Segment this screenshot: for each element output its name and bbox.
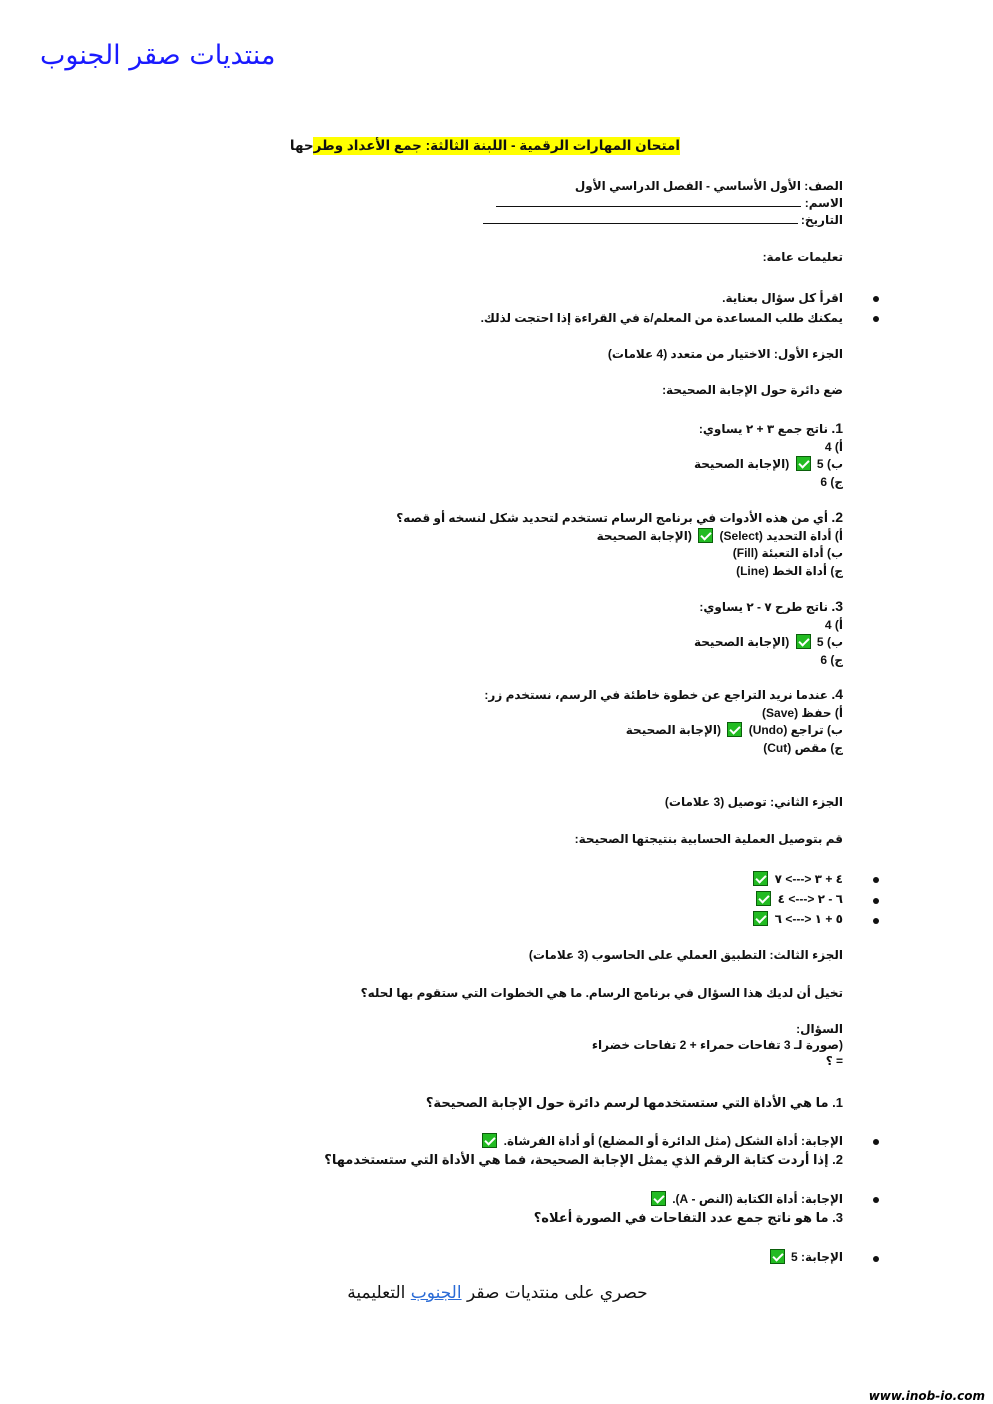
question-text: 3. ناتج طرح ٧ - ٢ يساوي: (699, 598, 843, 614)
option-b-correct: ب) 5 (الإجابة الصحيحة (694, 635, 843, 649)
check-icon (698, 528, 713, 543)
check-icon (796, 634, 811, 649)
question-text: 4. عندما نريد التراجع عن خطوة خاطئة في الرسم، نستخدم زر: (484, 686, 843, 702)
footer-link[interactable]: الجنوب (410, 1283, 462, 1303)
site-title: منتديات صقر الجنوب (40, 40, 276, 71)
check-icon (651, 1191, 666, 1206)
instruction-item: اقرأ كل سؤال بعناية. (722, 291, 843, 305)
date-label: التاريخ: (800, 213, 843, 227)
option-a: أ) 4 (824, 439, 843, 454)
check-icon (756, 891, 771, 906)
instruction-item: يمكنك طلب المساعدة من المعلم/ة في القراءة إذا احتجت لذلك. (480, 311, 843, 325)
question-1 (694, 420, 843, 491)
part1-title: الجزء الأول: الاختيار من متعدد (4 علامات) (607, 347, 843, 361)
practical-q1: 1. ما هي الأداة التي ستستخدمها لرسم دائرة حول الإجابة الصحيحة؟ (425, 1095, 843, 1110)
option-b-correct: ب) 5 (الإجابة الصحيحة (694, 457, 843, 471)
option-a: أ) 4 (824, 617, 843, 632)
footer-credit: حصري على منتديات صقر الجنوب التعليمية (347, 1283, 648, 1303)
practical-q2: 2. إذا أردت كتابة الرقم الذي يمثل الإجابة الصحيحة، فما هي الأداة التي ستستخدمها؟ (324, 1152, 843, 1167)
check-icon (727, 722, 742, 737)
match-item: ٥ + ١ <---> ٦ (750, 911, 843, 928)
part1-instruction: ضع دائرة حول الإجابة الصحيحة: (662, 383, 843, 397)
option-c: ج) أداة الخط (Line) (736, 563, 843, 578)
bullet-icon (873, 316, 879, 322)
date-blank-line[interactable] (483, 212, 798, 224)
option-c: ج) 6 (820, 474, 843, 489)
match-item: ٤ + ٣ <---> ٧ (750, 871, 843, 888)
part3-title: الجزء الثالث: التطبيق العملي على الحاسوب (3 علامات) (528, 948, 843, 962)
option-a: أ) حفظ (Save) (762, 705, 843, 720)
question-text: 2. أي من هذه الأدوات في برنامج الرسام تستخدم لتحديد شكل لنسخه أو قصه؟ (396, 509, 843, 525)
question-text: 1. ناتج جمع ٣ + ٢ يساوي: (698, 420, 843, 436)
option-c: ج) مقص (Cut) (763, 740, 843, 755)
part3-instruction: تخيل أن لديك هذا السؤال في برنامج الرسام. ما هي الخطوات التي ستقوم بها لحله؟ (360, 986, 843, 1000)
option-b: ب) أداة التعبئة (Fill) (732, 546, 843, 560)
bullet-icon (873, 296, 879, 302)
exam-title: امتحان المهارات الرقمية - اللبنة الثالثة: جمع الأعداد وطرحها (289, 138, 680, 153)
question-2 (396, 509, 843, 580)
match-item: ٦ - ٢ <---> ٤ (753, 891, 843, 908)
check-icon (753, 871, 768, 886)
bullet-icon (873, 877, 879, 883)
part3-question (592, 1021, 843, 1069)
question-3 (694, 598, 843, 669)
bullet-icon (873, 898, 879, 904)
practical-a1: الإجابة: أداة الشكل (مثل الدائرة أو المضلع) أو أداة الفرشاة. (479, 1133, 843, 1150)
bullet-icon (873, 918, 879, 924)
option-a-correct: أ) أداة التحديد (Select) (الإجابة الصحيحة (596, 528, 843, 543)
bullet-icon (873, 1139, 879, 1145)
bullet-icon (873, 1256, 879, 1262)
grade-label: الصف: الأول الأساسي - الفصل الدراسي الأول (574, 179, 843, 193)
bullet-icon (873, 1197, 879, 1203)
part2-title: الجزء الثاني: توصيل (3 علامات) (664, 795, 843, 809)
watermark: www.inob-io.com (868, 1389, 985, 1403)
practical-a3: الإجابة: 5 (767, 1249, 843, 1266)
check-icon (770, 1249, 785, 1264)
name-blank-line[interactable] (496, 195, 801, 207)
question-equals: = ؟ (825, 1054, 843, 1068)
question-text: (صورة لـ 3 تفاحات حمراء + 2 تفاحات خضراء (591, 1038, 843, 1052)
question-label: السؤال: (796, 1022, 843, 1036)
check-icon (482, 1133, 497, 1148)
part2-instruction: قم بتوصيل العملية الحسابية بنتيجتها الصحيحة: (574, 832, 843, 846)
name-label: الاسم: (804, 196, 843, 210)
check-icon (753, 911, 768, 926)
name-field-row (496, 195, 843, 212)
practical-a2: الإجابة: أداة الكتابة (النص - A). (648, 1191, 843, 1208)
option-c: ج) 6 (820, 652, 843, 667)
option-b-correct: ب) تراجع (Undo) (الإجابة الصحيحة (625, 723, 843, 737)
check-icon (796, 456, 811, 471)
question-4 (484, 686, 843, 757)
date-field-row (483, 212, 843, 229)
practical-q3: 3. ما هو ناتج جمع عدد التفاحات في الصورة أعلاه؟ (533, 1210, 843, 1225)
instructions-title: تعليمات عامة: (762, 250, 843, 264)
